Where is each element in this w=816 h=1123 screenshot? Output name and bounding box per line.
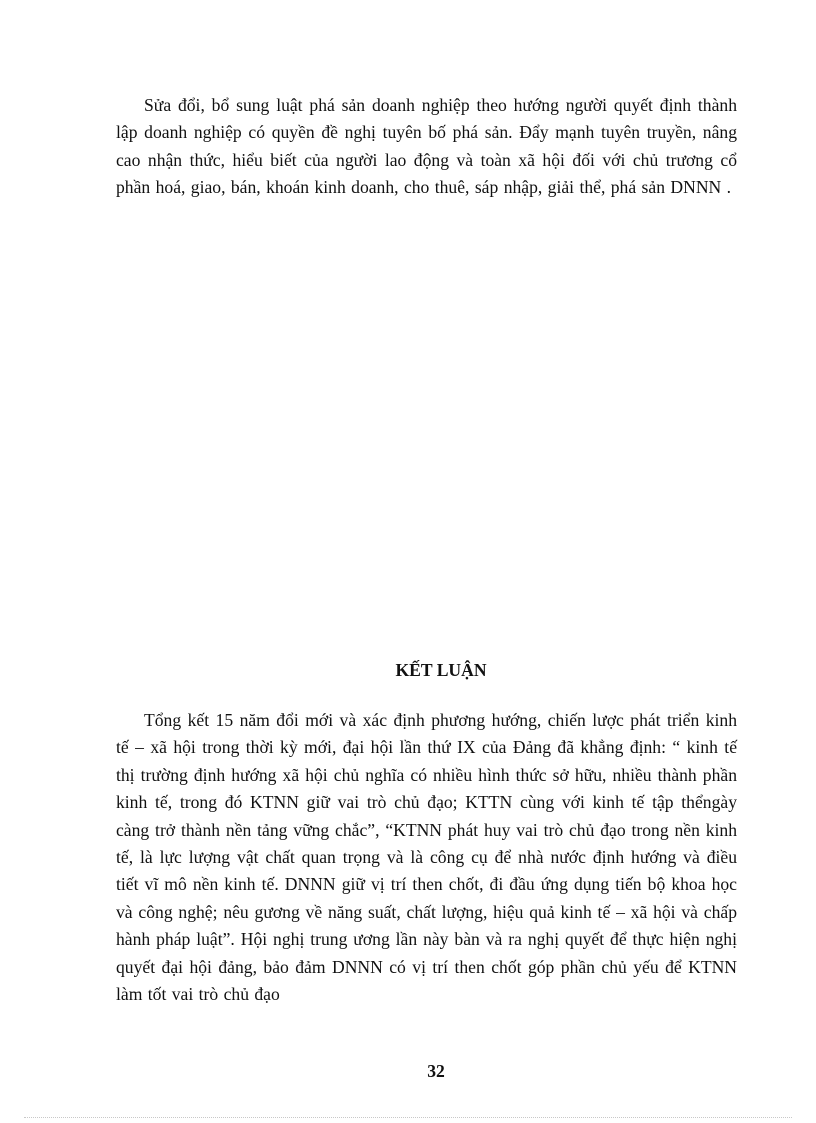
page-bottom-divider xyxy=(24,1117,792,1118)
page-number: 32 xyxy=(427,1061,445,1081)
section-heading-conclusion: KẾT LUẬN xyxy=(395,660,487,680)
body-paragraph-bankruptcy-law: Sửa đổi, bổ sung luật phá sản doanh nghiệp theo hướng người quyết định thành lập doanh nghiệp có quyền đề nghị tuyên bố phá sản. Đẩy mạnh tuyên truyền, nâng cao nhận thức, hiểu biết của người lao động và toàn xã hội đối với chủ trương cổ phần hoá, giao, bán, khoán kinh doanh, cho thuê, sáp nhập, giải thể, phá sản DNNN . xyxy=(116,95,737,198)
body-paragraph-conclusion: Tổng kết 15 năm đổi mới và xác định phương hướng, chiến lược phát triển kinh tế – xã hội trong thời kỳ mới, đại hội lần thứ IX của Đảng đã khẳng định: “ kinh tế thị trường định hướng xã hội chủ nghĩa có nhiều hình thức sở hữu, nhiều thành phần kinh tế, trong đó KTNN giữ vai trò chủ đạo; KTTN cùng với kinh tế tập thểngày càng trở thành nền tảng vững chắc”, “KTNN phát huy vai trò chủ đạo trong nền kinh tế, là lực lượng vật chất quan trọng và là công cụ để nhà nước định hướng và điều tiết vĩ mô nền kinh tế. DNNN giữ vị trí then chốt, đi đầu ứng dụng tiến bộ khoa học và công nghệ; nêu gương về năng suất, chất lượng, hiệu quả kinh tế – xã hội và chấp hành pháp luật”. Hội nghị trung ương lần này bàn và ra nghị quyết để thực hiện nghị quyết đại hội đảng, bảo đảm DNNN có vị trí then chốt góp phần chủ yếu để KTNN làm tốt vai trò chủ đạo xyxy=(116,710,737,1005)
